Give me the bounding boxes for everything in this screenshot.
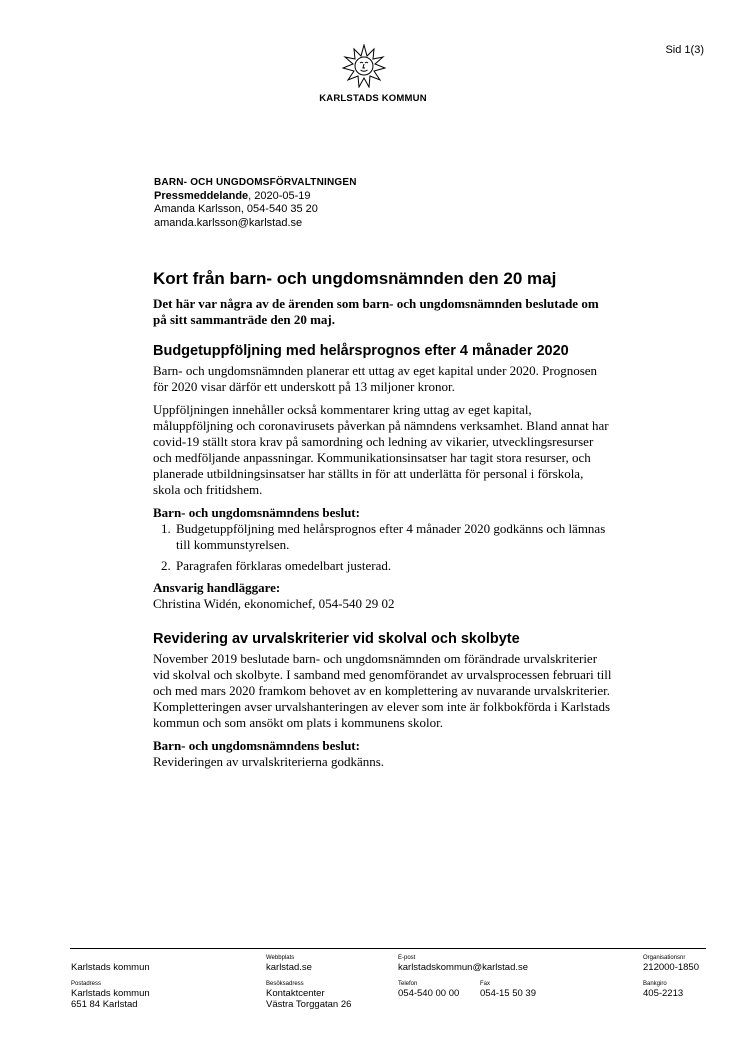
footer-visit-line: Kontaktcenter bbox=[266, 988, 325, 999]
footer-email bbox=[398, 955, 528, 973]
decision-item: 1. Budgetuppföljning med helårsprognos efter 4 månader 2020 godkänns och lämnas till kommunstyrelsen. bbox=[174, 521, 613, 553]
footer-visit-line: Västra Torggatan 26 bbox=[266, 999, 352, 1010]
doc-type: Pressmeddelande bbox=[154, 189, 249, 202]
section2-decision-heading: Barn- och ungdomsnämndens beslut: bbox=[153, 738, 360, 753]
responsible-heading: Ansvarig handläggare: bbox=[153, 580, 281, 595]
responsible-block bbox=[153, 580, 613, 612]
footer-web bbox=[266, 955, 312, 973]
footer-postal-label: Postadress bbox=[71, 981, 102, 987]
section1-paragraph: Uppföljningen innehåller också kommentarer kring uttag av eget kapital, måluppföljning och coronavirusets påverkan på nämndens verksamhet. Bland annat har covid-19 ställt stora krav på samordning och ledning av vikarier, utvecklingsresurser och medföljande anpassningar. Kommunikationsinsatser har tagit stora resurser, och planerade utbildningsinsatser har ställts in för att underlätta för personal i förskola, skola och fritidshem. bbox=[153, 402, 609, 497]
footer-fax-value: 054-15 50 39 bbox=[480, 988, 536, 999]
doc-date: , 2020-05-19 bbox=[248, 189, 311, 202]
sun-face-icon bbox=[342, 44, 386, 88]
decision-item: 2. Paragrafen förklaras omedelbart justerad. bbox=[174, 558, 613, 574]
page-number: Sid 1(3) bbox=[665, 44, 704, 56]
footer-phone-label: Telefon bbox=[398, 981, 418, 987]
section1-paragraph: Barn- och ungdomsnämnden planerar ett uttag av eget kapital under 2020. Prognosen för 2020 visar därför ett underskott på 13 miljoner kronor. bbox=[153, 363, 598, 394]
department-name: BARN- OCH UNGDOMSFÖRVALTNINGEN bbox=[154, 177, 357, 188]
header-block bbox=[154, 176, 357, 230]
footer-visit bbox=[266, 981, 351, 1010]
footer-bankgiro bbox=[643, 981, 683, 999]
footer-postal bbox=[71, 981, 150, 1010]
section2-decision: Revideringen av urvalskriterierna godkänns. bbox=[153, 754, 385, 769]
responsible-person: Christina Widén, ekonomichef, 054-540 29 02 bbox=[153, 596, 395, 611]
doc-type-line bbox=[154, 190, 357, 204]
footer-org-name: Karlstads kommun bbox=[71, 962, 150, 973]
footer-divider bbox=[70, 948, 706, 949]
contact-email: amanda.karlsson@karlstad.se bbox=[154, 216, 303, 229]
main-content bbox=[153, 268, 613, 770]
footer-orgnr-label: Organisationsnr bbox=[643, 955, 686, 961]
page-title: Kort från barn- och ungdomsnämnden den 20 maj bbox=[153, 269, 557, 288]
footer-bankgiro-value: 405-2213 bbox=[643, 988, 684, 999]
footer-postal-line: Karlstads kommun bbox=[71, 988, 150, 999]
footer-phone-value: 054-540 00 00 bbox=[398, 988, 460, 999]
footer-postal-line: 651 84 Karlstad bbox=[71, 999, 138, 1010]
section2-heading: Revidering av urvalskriterier vid skolval och skolbyte bbox=[153, 631, 520, 647]
footer-web-link[interactable]: karlstad.se bbox=[266, 962, 312, 973]
footer-email-link[interactable]: karlstadskommun@karlstad.se bbox=[398, 962, 529, 973]
footer-orgnr-value: 212000-1850 bbox=[643, 962, 699, 973]
footer-phone bbox=[398, 981, 459, 999]
lead-paragraph: Det här var några av de ärenden som barn- och ungdomsnämnden beslutade om på sitt sammanträde den 20 maj. bbox=[153, 296, 599, 327]
footer-orgnr bbox=[643, 955, 699, 973]
section2-paragraph: November 2019 beslutade barn- och ungdomsnämnden om förändrade urvalskriterier vid skolval och skolbyte. I samband med genomförandet av urvalsprocessen februari till och med mars 2020 framkom behovet av en komplettering av nuvarande urvalskriterier. Kompletteringen avser urvalshanteringen av elever som inte är folkbokförda i Karlstads kommun och som ansökt om plats i kommunens skolor. bbox=[153, 651, 612, 730]
footer-web-label: Webbplats bbox=[266, 955, 295, 961]
contact-name-phone: Amanda Karlsson, 054-540 35 20 bbox=[154, 203, 318, 215]
section1-decision-heading: Barn- och ungdomsnämndens beslut: bbox=[153, 505, 360, 520]
footer-visit-label: Besöksadress bbox=[266, 981, 304, 987]
footer-fax-label: Fax bbox=[480, 981, 491, 987]
brand-name: KARLSTADS KOMMUN bbox=[319, 93, 427, 104]
section1-heading: Budgetuppföljning med helårsprognos efter 4 månader 2020 bbox=[153, 343, 569, 359]
decision-list bbox=[153, 521, 613, 574]
footer-fax bbox=[480, 981, 536, 999]
footer-bankgiro-label: Bankgiro bbox=[643, 981, 667, 987]
footer-email-label: E-post bbox=[398, 955, 416, 961]
